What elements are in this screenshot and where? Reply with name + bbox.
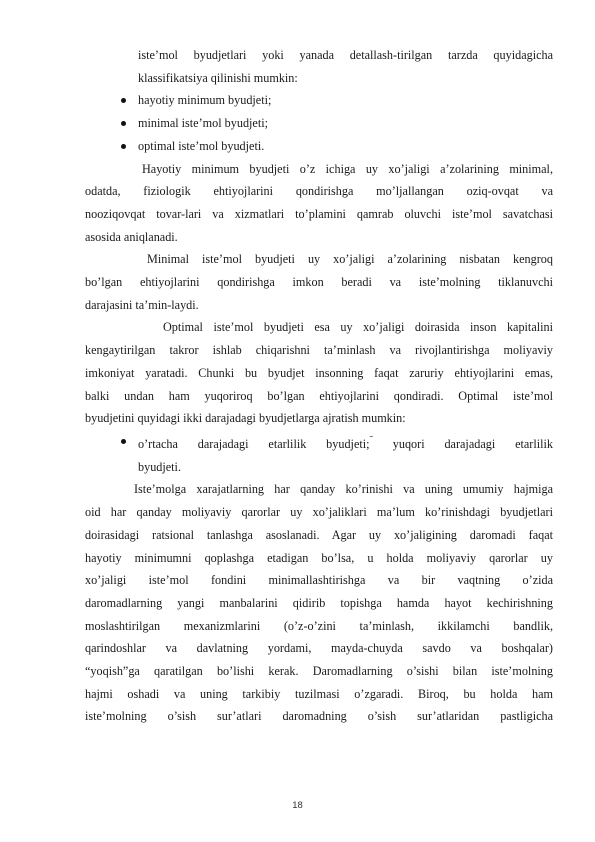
paragraph-line: hajmi oshadi va uning tarkibiy tuzilmasi o’zgaradi. Biroq, bu holda ham [85, 686, 553, 701]
paragraph-optimal [85, 316, 553, 430]
list-item-text: hayotiy minimum byudjeti; [138, 93, 272, 108]
intro-paragraph [138, 44, 553, 89]
intro-line-2: klassifikatsiya qilinishi mumkin: [138, 70, 298, 85]
list-item-text: optimal iste’mol byudjeti. [138, 138, 265, 153]
paragraph-expenditure [85, 478, 553, 728]
optimal-levels-list [85, 430, 553, 478]
list-item [85, 112, 553, 135]
paragraph-line: hayotiy minimumni qoplashga etadigan bo’lsa, u holda moliyaviy qarorlar uy [85, 550, 553, 565]
bullet-icon [121, 144, 126, 149]
paragraph-line: odatda, fiziologik ehtiyojlarini qondirishga mo’ljallangan oziq-ovqat va [85, 184, 553, 199]
bullet-icon [121, 121, 126, 126]
paragraph-line: Minimal iste’mol byudjeti uy xo’jaligi a’zolarining nisbatan kengroq [147, 252, 553, 267]
bullet-icon [121, 439, 126, 444]
paragraph-line: asosida aniqlanadi. [85, 229, 178, 244]
list-item-line: byudjeti. [138, 459, 181, 474]
page-number: 18 [292, 800, 303, 811]
budget-types-list [85, 89, 553, 157]
paragraph-line: byudjetini quyidagi ikki darajadagi byudjetlarga ajratish mumkin: [85, 411, 406, 426]
bullet-icon [121, 98, 126, 103]
paragraph-line: oid har qanday moliyaviy qarorlar uy xo’jaliklari ma’lum ko’rinishdagi byudjetlari [85, 505, 553, 520]
paragraph-line: nooziqovqat tovar-lari va xizmatlari to’plamini qamrab oluvchi iste’mol savatchasi [85, 206, 553, 221]
tilde-mark: ˜ [369, 434, 373, 446]
paragraph-hayotiy-minimum [85, 158, 553, 249]
intro-line-1: iste’mol byudjetlari yoki yanada detallash-tirilgan tarzda quyidagicha [138, 48, 553, 62]
paragraph-line: Optimal iste’mol byudjeti esa uy xo’jaligi doirasida inson kapitalini [163, 320, 553, 335]
paragraph-line: iste’molning o’sish sur’atlari daromadning o’sish sur’atlaridan pastligicha [85, 709, 553, 724]
list-item-text: minimal iste’mol byudjeti; [138, 116, 268, 131]
paragraph-line: darajasini ta’min-laydi. [85, 297, 199, 312]
paragraph-line: doirasidagi ratsional tanlashga asoslanadi. Agar uy xo’jaligining daromadi faqat [85, 527, 553, 542]
paragraph-line: Hayotiy minimum byudjeti o’z ichiga uy xo’jaligi a’zolarining minimal, [142, 161, 553, 176]
document-page [85, 44, 553, 728]
paragraph-line: balki undan ham yuqoriroq bo’lgan ehtiyojlarini qondiradi. Optimal iste’mol [85, 388, 553, 403]
paragraph-line: kengaytirilgan takror ishlab chiqarishni ta’minlash va rivojlantirishga moliyaviy [85, 343, 553, 358]
paragraph-line: “yoqish”ga qaratilgan bo’lishi kerak. Daromadlarning o’sishi bilan iste’molning [85, 664, 553, 679]
paragraph-line: Iste’molga xarajatlarning har qanday ko’rinishi va uning umumiy hajmiga [134, 482, 553, 497]
paragraph-line: bo’lgan ehtiyojlarini qondirishga imkon beradi va iste’molning tiklanuvchi [85, 275, 553, 290]
paragraph-line: qarindoshlar va davlatning yordami, mayda-chuyda savdo va boshqalar) [85, 641, 553, 656]
list-item [85, 89, 553, 112]
list-item [85, 430, 553, 478]
paragraph-line: moslashtirilgan mexanizmlarini (o’z-o’zini ta’minlash, ikkilamchi bandlik, [85, 618, 553, 633]
list-item-line: o’rtacha darajadagi etarlilik byudjeti;˜ yuqori darajadagi etarlilik [138, 434, 553, 452]
list-item [85, 135, 553, 158]
paragraph-line: imkoniyat yaratadi. Chunki bu byudjet insonning faqat zaruriy ehtiyojlarini emas, [85, 365, 553, 380]
paragraph-minimal [85, 248, 553, 316]
paragraph-line: daromadlarning yangi manbalarini qidirib topishga hamda hayot kechirishning [85, 595, 553, 610]
paragraph-line: xo’jaligi iste’mol fondini minimallashtirishga va bir vaqtning o’zida [85, 573, 553, 588]
